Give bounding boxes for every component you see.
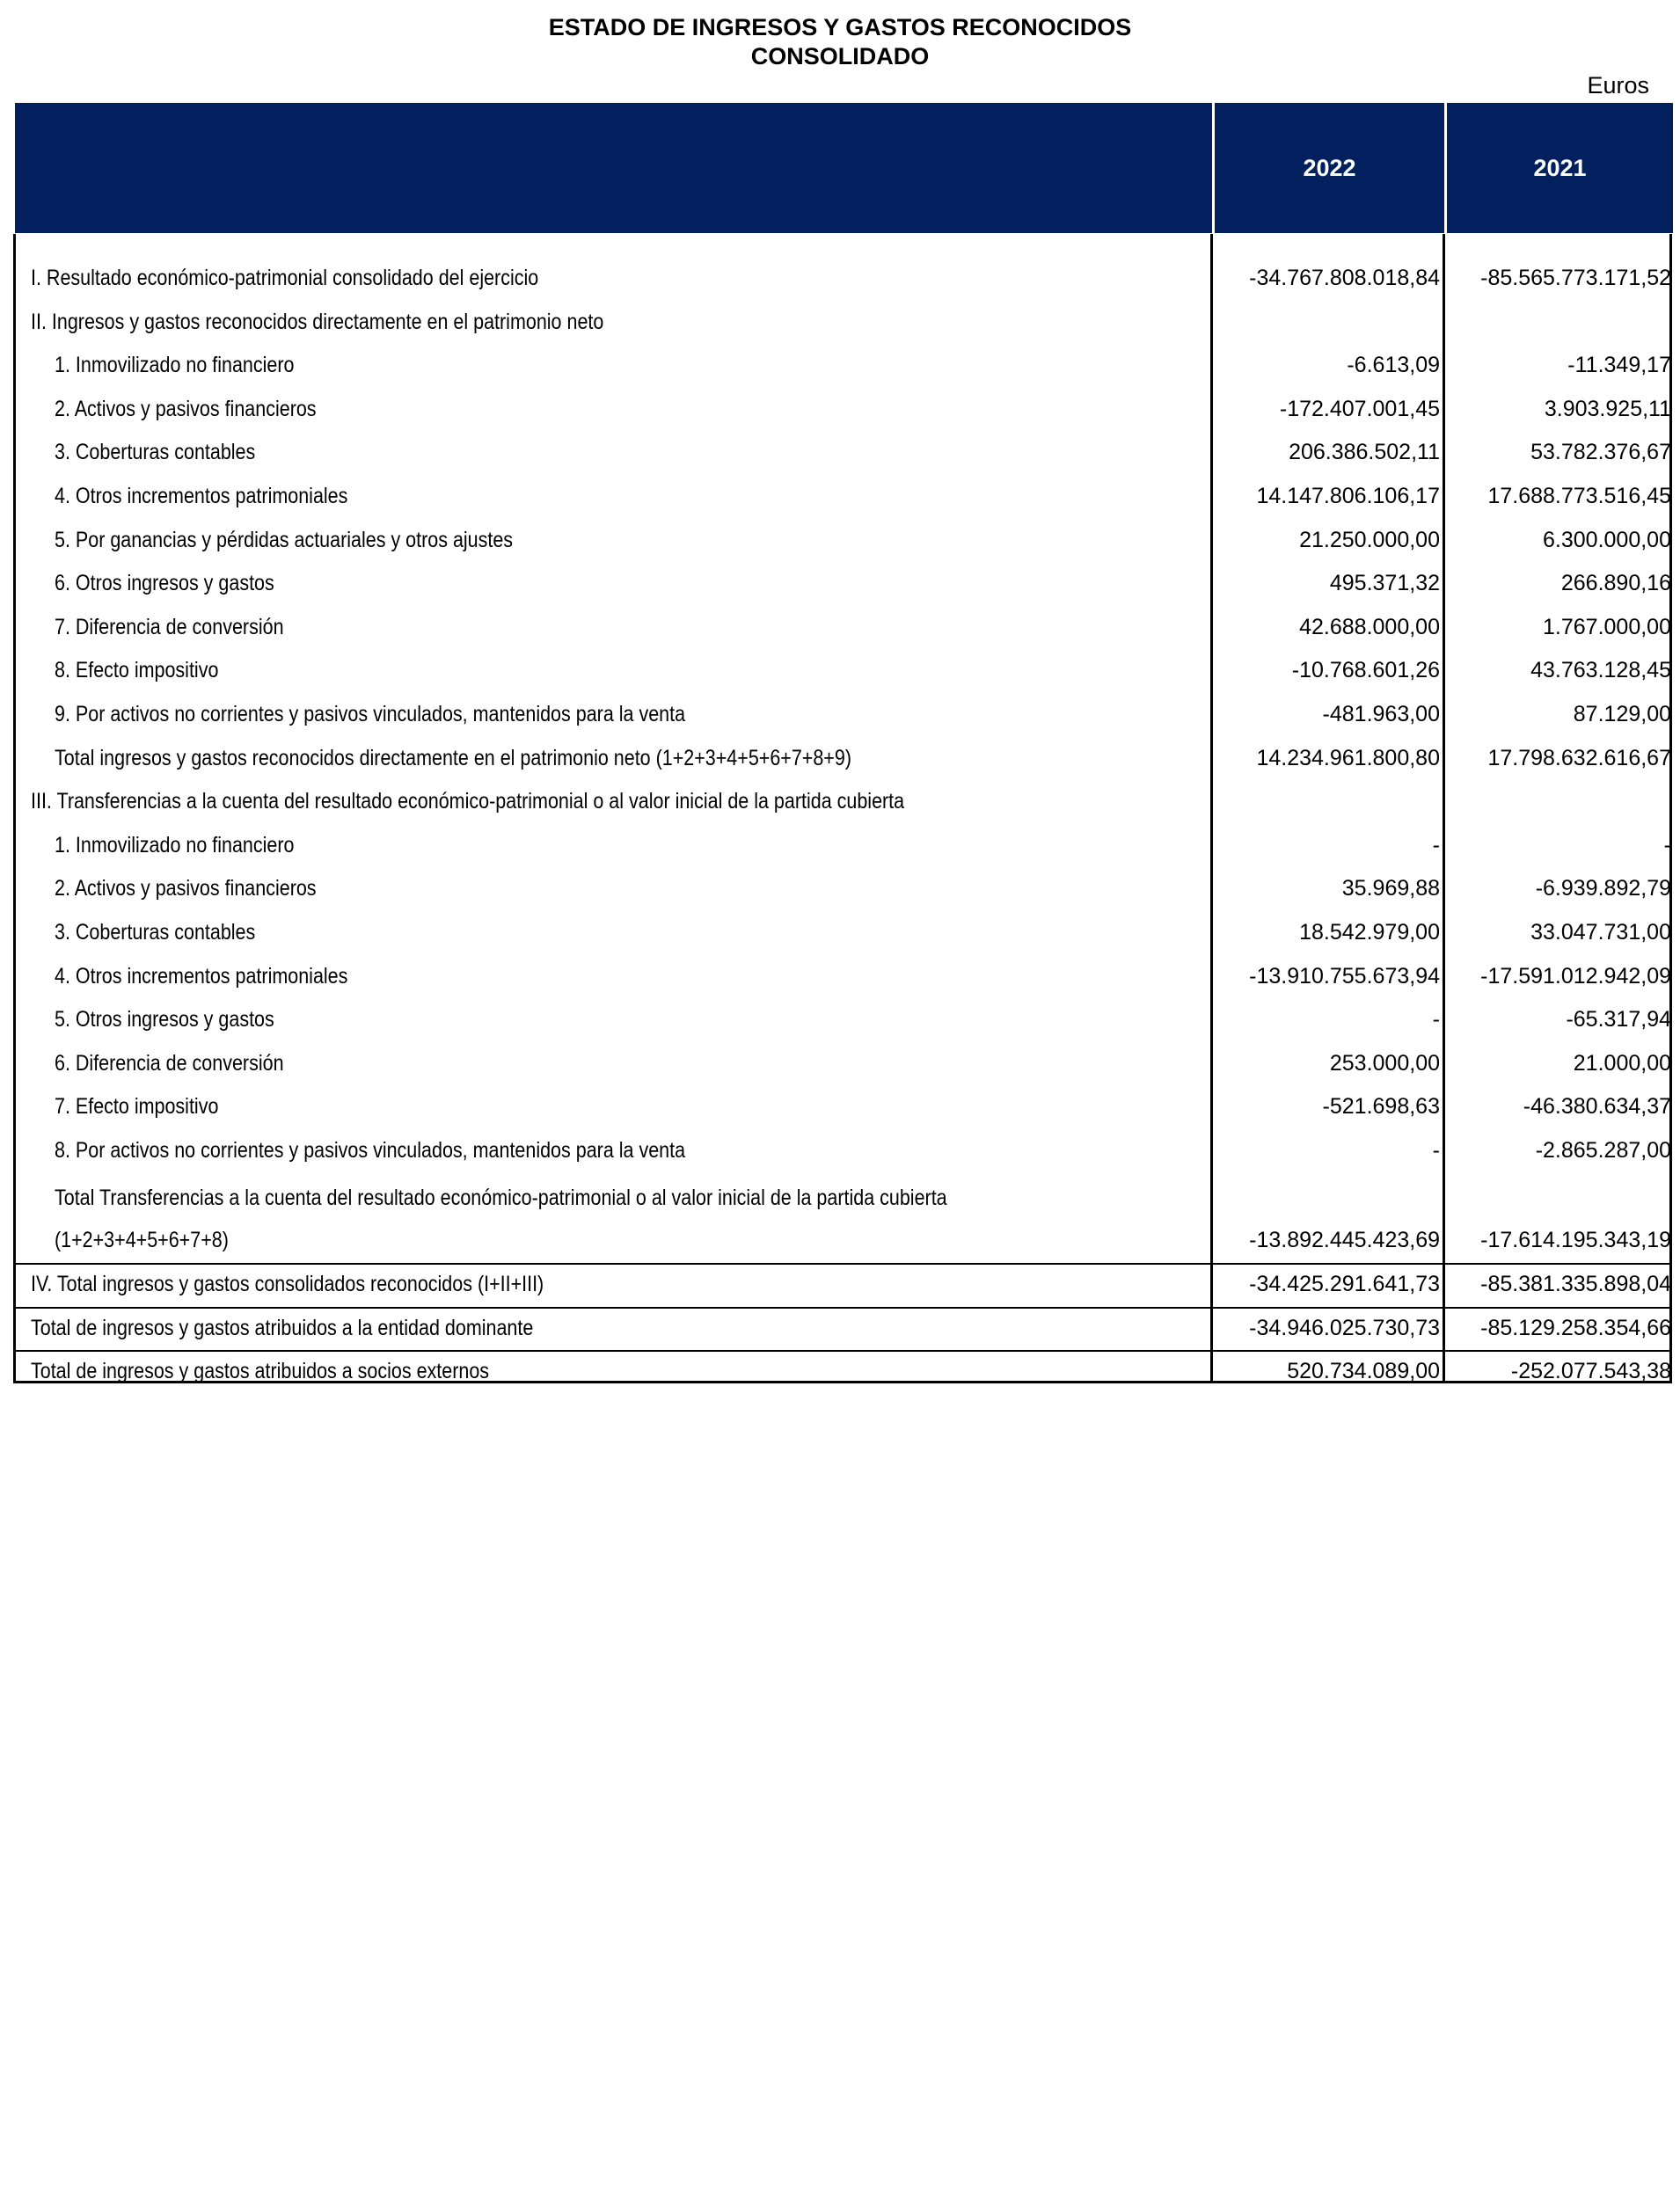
row-label: IV. Total ingresos y gastos consolidados reconocidos (I+II+III) xyxy=(31,1272,544,1296)
row-value-2022: -10.768.601,26 xyxy=(1291,658,1440,683)
row-value-2022: 253.000,00 xyxy=(1329,1050,1440,1076)
row-label: Total de ingresos y gastos atribuidos a socios externos xyxy=(31,1359,490,1383)
row-label-continuation: (1+2+3+4+5+6+7+8) xyxy=(55,1228,229,1252)
table-row xyxy=(0,693,1680,737)
row-label: 3. Coberturas contables xyxy=(55,440,256,465)
table-row xyxy=(0,998,1680,1042)
row-value-2021: 87.129,00 xyxy=(1573,702,1671,726)
row-value-2022: 42.688.000,00 xyxy=(1299,614,1440,639)
row-value-2022: 35.969,88 xyxy=(1341,876,1440,901)
table-header xyxy=(15,103,1673,233)
row-value-2022: 18.542.979,00 xyxy=(1299,920,1440,945)
row-label: 7. Efecto impositivo xyxy=(55,1094,219,1120)
table-row xyxy=(0,780,1680,824)
row-value-2021: -11.349,17 xyxy=(1567,353,1671,378)
row-value-2021: 266.890,16 xyxy=(1560,571,1671,596)
row-value-2021: 3.903.925,11 xyxy=(1544,396,1671,421)
table-row xyxy=(0,1129,1680,1173)
summary-row xyxy=(0,1350,1680,1394)
row-value-2021: -65.317,94 xyxy=(1566,1007,1671,1032)
row-value-2022: - xyxy=(1432,1138,1440,1163)
row-value-2021: -6.939.892,79 xyxy=(1535,876,1671,901)
row-label: II. Ingresos y gastos reconocidos directamente en el patrimonio neto xyxy=(31,309,604,334)
row-value-2021: 33.047.731,00 xyxy=(1530,920,1671,945)
row-value-2022: -13.910.755.673,94 xyxy=(1249,963,1440,989)
table-row xyxy=(0,824,1680,868)
row-label: 6. Diferencia de conversión xyxy=(55,1050,284,1076)
row-label: 1. Inmovilizado no financiero xyxy=(55,353,295,378)
row-value-2021: 17.798.632.616,67 xyxy=(1487,745,1671,770)
row-value-2021: 6.300.000,00 xyxy=(1543,527,1671,552)
row-value-2022: -34.767.808.018,84 xyxy=(1249,266,1440,290)
table-row xyxy=(0,1042,1680,1086)
summary-row xyxy=(0,1307,1680,1351)
row-value-2022: 520.734.089,00 xyxy=(1287,1359,1440,1383)
row-value-2022: 206.386.502,11 xyxy=(1289,440,1440,465)
row-value-2021: 17.688.773.516,45 xyxy=(1487,484,1671,508)
row-label: 8. Por activos no corrientes y pasivos vinculados, mantenidos para la venta xyxy=(55,1138,686,1163)
row-value-2022: 21.250.000,00 xyxy=(1299,527,1440,552)
row-value-2022 xyxy=(1214,301,1440,345)
row-divider xyxy=(15,1350,1671,1352)
column-header-2021: 2021 xyxy=(1533,155,1587,181)
row-label: 5. Otros ingresos y gastos xyxy=(55,1007,274,1032)
row-value-2021: 21.000,00 xyxy=(1573,1050,1671,1076)
row-label: 1. Inmovilizado no financiero xyxy=(55,832,295,857)
column-header-2022: 2022 xyxy=(1303,155,1356,181)
row-value-2022: 14.147.806.106,17 xyxy=(1256,484,1440,508)
row-value-2022: -521.698,63 xyxy=(1322,1094,1440,1120)
row-value-2022: -13.892.445.423,69 xyxy=(1249,1228,1440,1252)
row-label: Total Transferencias a la cuenta del resultado económico-patrimonial o al valor inicial de la partida cubierta xyxy=(55,1186,947,1210)
table-row xyxy=(0,867,1680,911)
table-row xyxy=(0,737,1680,781)
row-value-2021: -2.865.287,00 xyxy=(1535,1138,1671,1163)
row-value-2022: - xyxy=(1432,832,1440,857)
table-row xyxy=(0,475,1680,519)
statement-title-line1: ESTADO DE INGRESOS Y GASTOS RECONOCIDOS xyxy=(548,14,1132,40)
row-value-2021: 1.767.000,00 xyxy=(1543,614,1671,639)
row-label: I. Resultado económico-patrimonial consolidado del ejercicio xyxy=(31,266,539,290)
row-value-2021: -85.565.773.171,52 xyxy=(1480,266,1671,290)
row-label: Total de ingresos y gastos atribuidos a la entidad dominante xyxy=(31,1316,534,1340)
table-row xyxy=(0,562,1680,606)
row-value-2021 xyxy=(1447,780,1671,824)
row-divider xyxy=(15,1263,1671,1265)
table-row xyxy=(0,1085,1680,1129)
summary-row xyxy=(0,1263,1680,1307)
row-label: 9. Por activos no corrientes y pasivos vinculados, mantenidos para la venta xyxy=(55,702,686,726)
row-value-2022 xyxy=(1214,780,1440,824)
row-value-2022: -172.407.001,45 xyxy=(1279,396,1440,421)
row-value-2021: -17.591.012.942,09 xyxy=(1480,963,1671,989)
table-row xyxy=(0,519,1680,563)
row-divider xyxy=(15,1307,1671,1309)
row-label: 5. Por ganancias y pérdidas actuariales y otros ajustes xyxy=(55,527,514,552)
table-row xyxy=(0,257,1680,301)
row-value-2022: -34.946.025.730,73 xyxy=(1249,1316,1440,1340)
row-value-2022: -6.613,09 xyxy=(1347,353,1440,378)
row-value-2022: -481.963,00 xyxy=(1322,702,1440,726)
row-value-2022: 14.234.961.800,80 xyxy=(1256,745,1440,770)
row-label: 4. Otros incrementos patrimoniales xyxy=(55,963,348,989)
row-value-2021: 43.763.128,45 xyxy=(1530,658,1671,683)
row-value-2021 xyxy=(1447,301,1671,345)
table-row xyxy=(0,649,1680,693)
table-row xyxy=(0,606,1680,650)
table-row xyxy=(0,955,1680,999)
table-row xyxy=(0,344,1680,388)
row-label: Total ingresos y gastos reconocidos directamente en el patrimonio neto (1+2+3+4+5+6+7+8+9) xyxy=(55,745,851,770)
statement-title-line2: CONSOLIDADO xyxy=(750,43,930,69)
table-row xyxy=(0,911,1680,955)
row-value-2021: -252.077.543,38 xyxy=(1510,1359,1671,1383)
row-label: 7. Diferencia de conversión xyxy=(55,614,284,639)
row-value-2021: -17.614.195.343,19 xyxy=(1480,1228,1671,1252)
row-label: 8. Efecto impositivo xyxy=(55,658,219,683)
row-value-2022: 495.371,32 xyxy=(1329,571,1440,596)
row-value-2021: - xyxy=(1663,832,1671,857)
row-value-2022: -34.425.291.641,73 xyxy=(1249,1272,1440,1296)
row-value-2021: -85.129.258.354,66 xyxy=(1480,1316,1671,1340)
row-label: 2. Activos y pasivos financieros xyxy=(55,396,317,421)
table-row xyxy=(0,431,1680,475)
row-value-2021: 53.782.376,67 xyxy=(1530,440,1671,465)
row-value-2022: - xyxy=(1432,1007,1440,1032)
row-value-2021: -85.381.335.898,04 xyxy=(1480,1272,1671,1296)
row-value-2021: -46.380.634,37 xyxy=(1523,1094,1671,1120)
currency-unit-label: Euros xyxy=(1587,72,1649,99)
row-label: 6. Otros ingresos y gastos xyxy=(55,571,274,596)
table-row xyxy=(0,388,1680,432)
table-row xyxy=(0,301,1680,345)
row-label: III. Transferencias a la cuenta del resultado económico-patrimonial o al valor inicial de la partida cubierta xyxy=(31,789,905,814)
row-label: 3. Coberturas contables xyxy=(55,920,256,945)
row-label: 2. Activos y pasivos financieros xyxy=(55,876,317,901)
row-label: 4. Otros incrementos patrimoniales xyxy=(55,484,348,508)
